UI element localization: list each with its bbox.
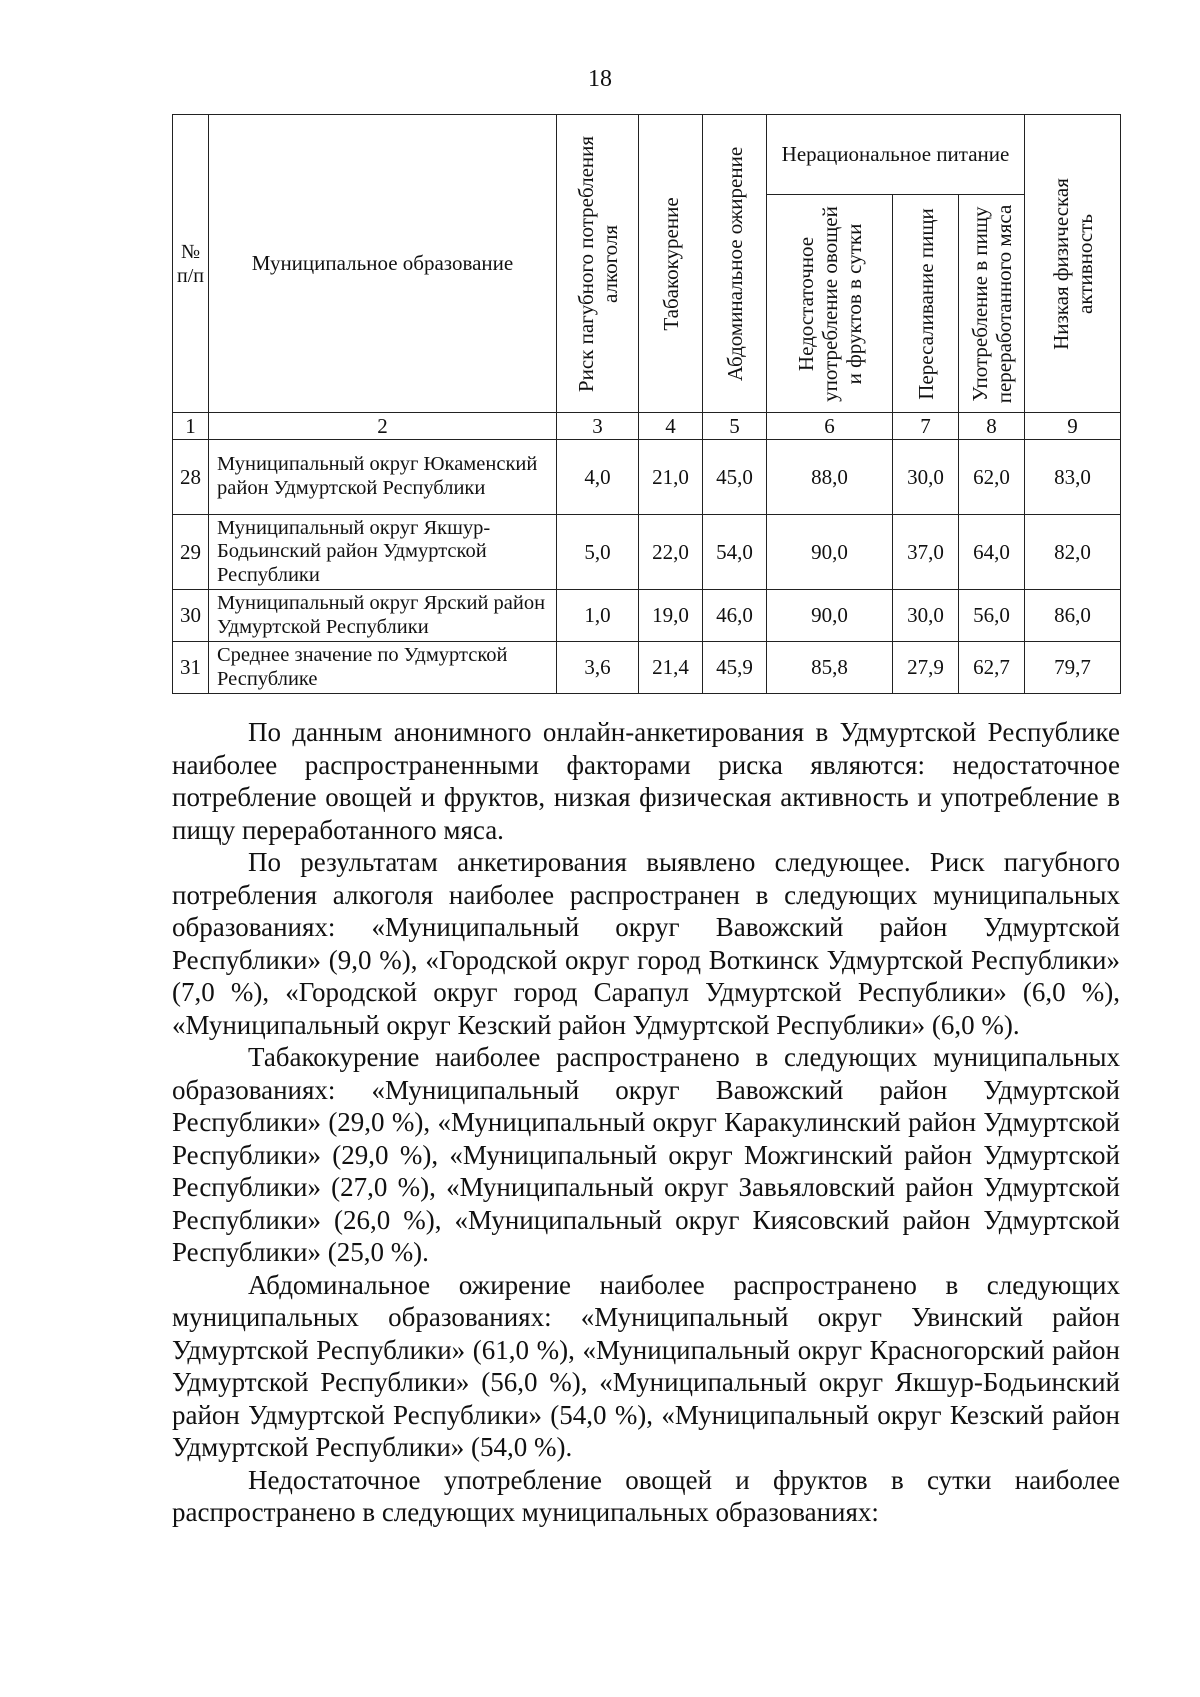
meat-value: 62,7 [959, 642, 1025, 694]
activity-value: 86,0 [1025, 590, 1121, 642]
municipality-name: Муниципальный округ Якшур-Бодьинский район Удмуртской Республики [209, 515, 557, 590]
alcohol-value: 4,0 [557, 440, 639, 515]
table-row [173, 642, 1121, 694]
table-row [173, 440, 1121, 515]
column-number: 7 [893, 413, 959, 440]
row-number: 29 [173, 515, 209, 590]
header-alcohol-cell [557, 115, 639, 413]
header-num: № п/п [173, 115, 209, 413]
header-obesity: Абдоминальное ожирение [722, 146, 747, 381]
column-number-row [173, 413, 1121, 440]
meat-value: 56,0 [959, 590, 1025, 642]
salt-value: 30,0 [893, 590, 959, 642]
municipality-name: Муниципальный округ Юкаменский район Удмуртской Республики [209, 440, 557, 515]
salt-value: 37,0 [893, 515, 959, 590]
column-number: 4 [639, 413, 703, 440]
column-number: 1 [173, 413, 209, 440]
meat-value: 62,0 [959, 440, 1025, 515]
veg-fruit-value: 90,0 [767, 515, 893, 590]
header-salt-cell [893, 195, 959, 413]
obesity-value: 45,9 [703, 642, 767, 694]
veg-fruit-value: 85,8 [767, 642, 893, 694]
smoking-value: 21,4 [639, 642, 703, 694]
smoking-value: 19,0 [639, 590, 703, 642]
row-number: 31 [173, 642, 209, 694]
table-row [173, 590, 1121, 642]
smoking-value: 22,0 [639, 515, 703, 590]
column-number: 5 [703, 413, 767, 440]
obesity-value: 46,0 [703, 590, 767, 642]
header-veg-fruit-cell [767, 195, 893, 413]
header-alcohol: Риск пагубного потребления алкоголя [573, 135, 622, 392]
header-low-activity: Низкая физическая активность [1048, 177, 1097, 350]
header-veg-fruit: Недостаточное употребление овощей и фруктов в сутки [793, 205, 866, 402]
header-irrational-nutrition: Нерациональное питание [767, 115, 1025, 195]
smoking-value: 21,0 [639, 440, 703, 515]
row-number: 30 [173, 590, 209, 642]
meat-value: 64,0 [959, 515, 1025, 590]
municipality-name: Среднее значение по Удмуртской Республике [209, 642, 557, 694]
table-row [173, 515, 1121, 590]
column-number: 2 [209, 413, 557, 440]
alcohol-value: 3,6 [557, 642, 639, 694]
paragraph: Недостаточное употребление овощей и фруктов в сутки наиболее распространено в следующих муниципальных образованиях: [172, 1464, 1120, 1527]
paragraph: По данным анонимного онлайн-анкетирования в Удмуртской Республике наиболее распространенными факторами риска являются: недостаточное потребление овощей и фруктов, низкая физическая активность и употребление в пищу переработанного мяса. [172, 717, 1120, 845]
row-number: 28 [173, 440, 209, 515]
salt-value: 30,0 [893, 440, 959, 515]
activity-value: 79,7 [1025, 642, 1121, 694]
column-number: 6 [767, 413, 893, 440]
header-smoking: Табакокурение [658, 196, 683, 331]
obesity-value: 45,0 [703, 440, 767, 515]
header-salt: Пересаливание пищи [913, 207, 938, 400]
municipality-name: Муниципальный округ Ярский район Удмуртской Республики [209, 590, 557, 642]
risk-factors-table [172, 114, 1121, 694]
alcohol-value: 5,0 [557, 515, 639, 590]
header-processed-meat-cell [959, 195, 1025, 413]
activity-value: 82,0 [1025, 515, 1121, 590]
header-row [173, 115, 1121, 195]
paragraph: Абдоминальное ожирение наиболее распространено в следующих муниципальных образованиях: «Муниципальный округ Увинский район Удмуртской Республики» (61,0 %), «Муниципальный округ Красногорский район Удмуртской Республики» (56,0 %), «Муниципальный округ Якшур-Бодьинский район Удмуртской Республики» (54,0 %), «Муниципальный округ Кезский район Удмуртской Республики» (54,0 %). [172, 1269, 1120, 1462]
header-low-activity-cell [1025, 115, 1121, 413]
column-number: 3 [557, 413, 639, 440]
body-text [172, 716, 1120, 1529]
alcohol-value: 1,0 [557, 590, 639, 642]
header-obesity-cell [703, 115, 767, 413]
activity-value: 83,0 [1025, 440, 1121, 515]
paragraph: Табакокурение наиболее распространено в следующих муниципальных образованиях: «Муниципальный округ Вавожский район Удмуртской Республики» (29,0 %), «Муниципальный округ Каракулинский район Удмуртской Республики» (29,0 %), «Муниципальный округ Можгинский район Удмуртской Республики» (27,0 %), «Муниципальный округ Завьяловский район Удмуртской Республики» (26,0 %), «Муниципальный округ Киясовский район Удмуртской Республики» (25,0 %). [172, 1042, 1120, 1267]
column-number: 9 [1025, 413, 1121, 440]
header-processed-meat: Употребление в пищу переработанного мяса [967, 204, 1016, 403]
paragraph: По результатам анкетирования выявлено следующее. Риск пагубного потребления алкоголя наиболее распространен в следующих муниципальных образованиях: «Муниципальный округ Вавожский район Удмуртской Республики» (9,0 %), «Городской округ город Воткинск Удмуртской Республики» (7,0 %), «Городской округ город Сарапул Удмуртской Республики» (6,0 %), «Муниципальный округ Кезский район Удмуртской Республики» (6,0 %). [172, 847, 1120, 1040]
header-smoking-cell [639, 115, 703, 413]
page-number: 18 [588, 66, 612, 92]
obesity-value: 54,0 [703, 515, 767, 590]
veg-fruit-value: 90,0 [767, 590, 893, 642]
veg-fruit-value: 88,0 [767, 440, 893, 515]
column-number: 8 [959, 413, 1025, 440]
salt-value: 27,9 [893, 642, 959, 694]
header-municipality: Муниципальное образование [209, 115, 557, 413]
